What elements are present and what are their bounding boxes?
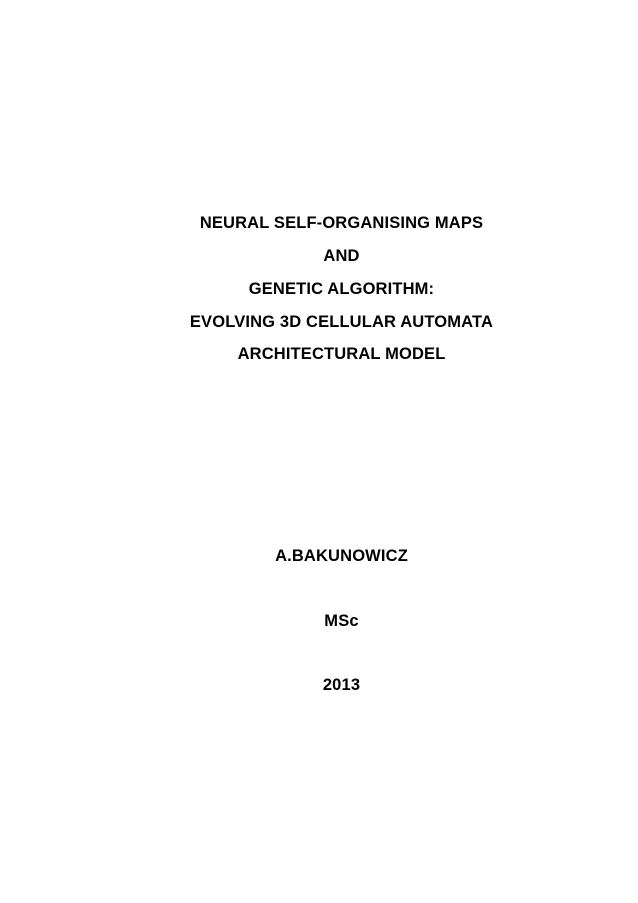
title-line-1: NEURAL SELF-ORGANISING MAPS	[199, 214, 484, 232]
year-label: 2013	[322, 676, 361, 694]
degree-label: MSc	[324, 612, 359, 630]
title-line-2: AND	[323, 247, 360, 265]
author-name: A.BAKUNOWICZ	[275, 547, 408, 565]
title-line-3: GENETIC ALGORITHM:	[248, 280, 435, 298]
title-line-4: EVOLVING 3D CELLULAR AUTOMATA	[189, 313, 494, 331]
title-line-5: ARCHITECTURAL MODEL	[237, 345, 446, 363]
